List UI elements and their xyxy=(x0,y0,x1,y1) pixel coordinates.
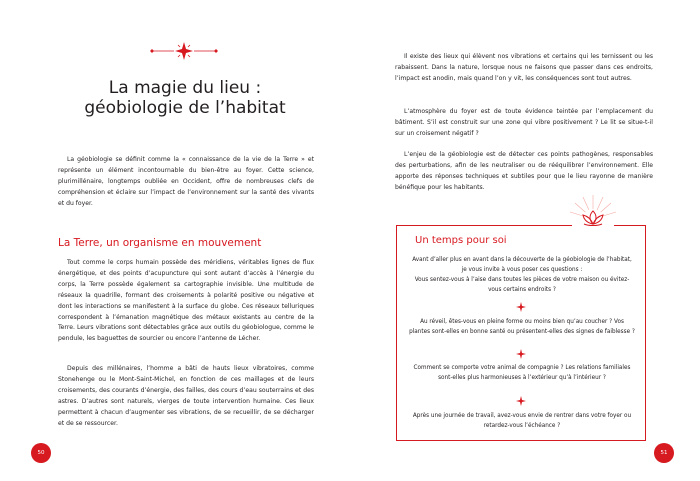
right-paragraph-1: Il existe des lieux qui élèvent nos vibrations et certains qui les ternissent ou les rabaissent. Dans la nature, lorsque nous ne faisons que passer dans ces endroits, l’impact est anodin, mais quand l’on y vit, les conséquences sont tout autres. xyxy=(395,53,653,82)
chapter-title-line1: La magie du lieu : xyxy=(108,78,262,98)
right-page xyxy=(350,0,700,481)
body-paragraph-2: Depuis des millénaires, l’homme a bâti de hauts lieux vibratoires, comme Stonehenge ou le Mont-Saint-Michel, en fonction de ces maillages et de leurs croisements, des courants d’énergie, des failles, des cours d’eau souterrains et des astres. D’autres sont naturels, vierges de toute intervention humaine. Ces lieux permettent à chacun d’augmenter ses vibrations, de se recueillir, de se décharger et de se ressourcer. xyxy=(58,365,314,427)
four-point-star-icon xyxy=(516,349,526,359)
page-number-right: 51 xyxy=(654,443,674,463)
box-question-4: Après une journée de travail, avez-vous envie de rentrer dans votre foyer ou retardez-vous l’échéance ? xyxy=(412,413,632,429)
box-title: Un temps pour soi xyxy=(415,235,507,246)
four-point-star-icon xyxy=(516,302,526,312)
box-question-2: Au réveil, êtes-vous en pleine forme ou moins bien qu’au coucher ? Vos plantes sont-elles en bonne santé ou présentent-elles des signes de faiblesse ? xyxy=(409,319,635,335)
box-question-1: Vous sentez-vous à l’aise dans toutes les pièces de votre maison ou évitez-vous certains endroits ? xyxy=(414,277,630,293)
four-point-star-icon xyxy=(516,396,526,406)
body-paragraph-1: Tout comme le corps humain possède des méridiens, véritables lignes de flux énergétique, et des points d’acupuncture qui sont autant d’accès à l’énergie du corps, la Terre possède également sa cartographie invisible. Une multitude de réseaux la quadrille, formant des croisements à polarité positive ou négative et dont les interactions se manifestent à la surface du globe. Ces réseaux telluriques correspondent à l’émanation magnétique des métaux existants au centre de la Terre. Leurs vibrations sont détectables grâce aux outils du géobiologue, comme le pendule, les baguettes de sourcier ou encore l’antenne de Lécher. xyxy=(58,259,314,343)
right-paragraph-3: L’enjeu de la géobiologie est de détecter ces points pathogènes, responsables des perturbations, afin de les neutraliser ou de rééquilibrer l’environnement. Elle apporte des réponses techniques et subtiles pour que le lieu rayonne de manière bénéfique pour les habitants. xyxy=(395,151,653,191)
page-number-left: 50 xyxy=(31,443,51,463)
lotus-sunburst-icon xyxy=(568,193,618,233)
sparkle-ornament-icon xyxy=(148,42,220,60)
intro-paragraph: La géobiologie se définit comme la « connaissance de la vie de la Terre » et représente un élément incontournable du bien-être au foyer. Cette science, plurimillénaire, longtemps oubliée en Occident, offre de nombreuses clefs de compréhension et éclaire sur l’impact de l’environnement sur la santé des vivants et du foyer. xyxy=(58,156,314,207)
right-paragraph-2: L’atmosphère du foyer est de toute évidence teintée par l’emplacement du bâtiment. S’il est construit sur une zone qui vibre positivement ? Le lit se situe-t-il sur un croisement négatif ? xyxy=(395,108,653,137)
box-question-3: Comment se comporte votre animal de compagnie ? Les relations familiales sont-elles plus harmonieuses à l’extérieur qu’à l’intérieur ? xyxy=(413,365,631,381)
section-heading: La Terre, un organisme en mouvement xyxy=(58,237,262,249)
chapter-title-line2: géobiologie de l’habitat xyxy=(84,98,286,118)
box-intro: Avant d’aller plus en avant dans la découverte de la géobiologie de l’habitat, je vous invite à vous poser ces questions : xyxy=(412,257,632,273)
reflection-box xyxy=(396,225,646,441)
